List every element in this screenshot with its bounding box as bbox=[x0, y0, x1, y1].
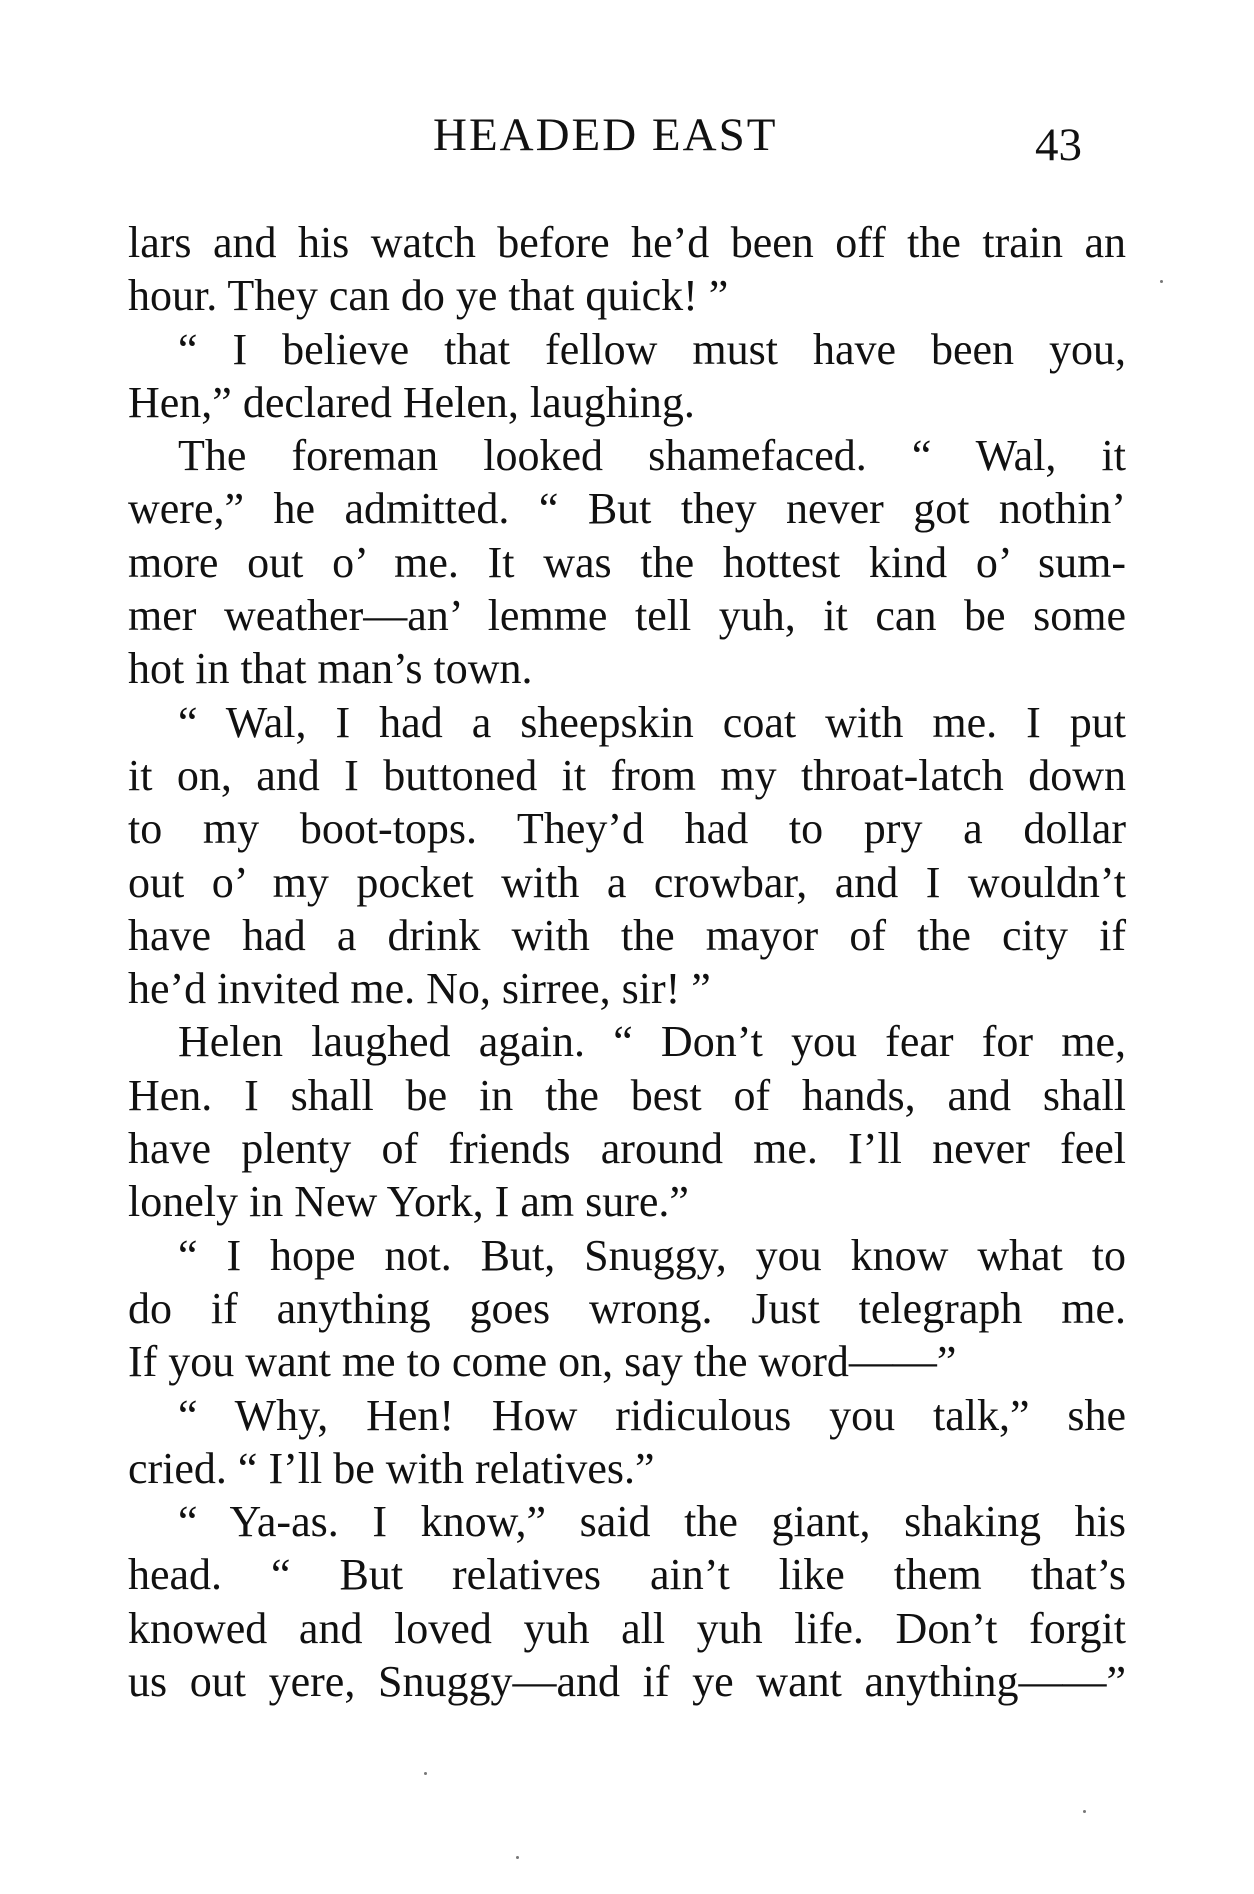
text-line: Helen laughed again. “ Don’t you fear for me, bbox=[178, 1017, 1126, 1067]
text-line: us out yere, Snuggy—and if ye want anything——” bbox=[128, 1657, 1126, 1707]
text-line: do if anything goes wrong. Just telegraph me. bbox=[128, 1283, 1126, 1333]
text-line: to my boot-tops. They’d had to pry a dollar bbox=[128, 804, 1126, 854]
paper-speck bbox=[424, 1772, 427, 1775]
text-line: The foreman looked shamefaced. “ Wal, it bbox=[178, 431, 1126, 481]
text-line: he’d invited me. No, sirree, sir! ” bbox=[128, 964, 711, 1014]
text-line: it on, and I buttoned it from my throat-latch down bbox=[128, 750, 1126, 800]
text-line: cried. “ I’ll be with relatives.” bbox=[128, 1443, 655, 1493]
text-line: knowed and loved yuh all yuh life. Don’t forgit bbox=[128, 1603, 1126, 1653]
text-line: out o’ my pocket with a crowbar, and I wouldn’t bbox=[128, 857, 1126, 907]
text-line: more out o’ me. It was the hottest kind o’ sum- bbox=[128, 537, 1126, 587]
text-line: “ I believe that fellow must have been you, bbox=[178, 324, 1126, 374]
text-line: “ Ya-as. I know,” said the giant, shaking his bbox=[178, 1497, 1126, 1547]
text-line: have had a drink with the mayor of the city if bbox=[128, 910, 1126, 960]
page-number: 43 bbox=[1035, 119, 1082, 171]
text-line: head. “ But relatives ain’t like them that’s bbox=[128, 1550, 1126, 1600]
text-line: hour. They can do ye that quick! ” bbox=[128, 271, 729, 321]
text-line: “ Wal, I had a sheepskin coat with me. I put bbox=[178, 697, 1126, 747]
text-line: have plenty of friends around me. I’ll never feel bbox=[128, 1124, 1126, 1174]
text-line: lonely in New York, I am sure.” bbox=[128, 1177, 689, 1227]
text-line: “ I hope not. But, Snuggy, you know what to bbox=[178, 1230, 1126, 1280]
text-line: Hen. I shall be in the best of hands, and shall bbox=[128, 1070, 1126, 1120]
paper-speck bbox=[1160, 280, 1163, 283]
text-line: hot in that man’s town. bbox=[128, 644, 533, 694]
text-line: If you want me to come on, say the word——” bbox=[128, 1337, 957, 1387]
running-title: HEADED EAST bbox=[433, 109, 778, 161]
paper-speck bbox=[1083, 1810, 1086, 1813]
text-line: were,” he admitted. “ But they never got nothin’ bbox=[128, 484, 1126, 534]
body-text bbox=[128, 216, 1126, 1708]
paper-speck bbox=[516, 1856, 519, 1859]
text-line: Hen,” declared Helen, laughing. bbox=[128, 377, 695, 427]
text-line: lars and his watch before he’d been off the train an bbox=[128, 218, 1126, 267]
text-line: “ Why, Hen! How ridiculous you talk,” she bbox=[178, 1390, 1126, 1440]
text-line: mer weather—an’ lemme tell yuh, it can be some bbox=[128, 591, 1126, 641]
